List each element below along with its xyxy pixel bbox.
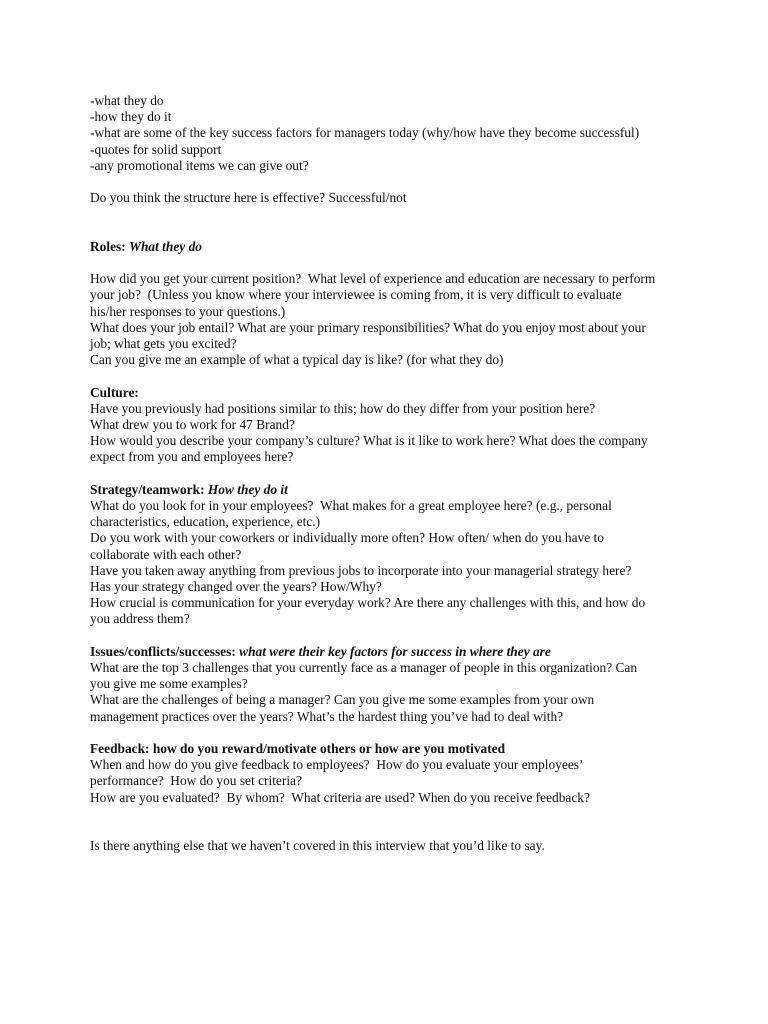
strategy-line: Do you work with your coworkers or individually more often? How often/ when do you have to bbox=[90, 530, 604, 546]
roles-line: Can you give me an example of what a typical day is like? (for what they do) bbox=[90, 352, 504, 368]
feedback-line: When and how do you give feedback to employees? How do you evaluate your employees’ bbox=[90, 757, 584, 773]
roles-line: What does your job entail? What are your primary responsibilities? What do you enjoy most about your bbox=[90, 319, 646, 335]
intro-list-item: -quotes for solid support bbox=[90, 141, 222, 157]
issues-heading-label: Issues/conflicts/successes: bbox=[90, 643, 240, 659]
culture-line: expect from you and employees here? bbox=[90, 449, 294, 465]
feedback-line: performance? How do you set criteria? bbox=[90, 773, 302, 789]
strategy-line: What do you look for in your employees? What makes for a great employee here? (e.g., personal bbox=[90, 498, 612, 513]
closing-question: Is there anything else that we haven’t covered in this interview that you’d like to say. bbox=[90, 838, 545, 854]
strategy-heading-label: Strategy/teamwork: bbox=[90, 481, 208, 497]
culture-line: What drew you to work for 47 Brand? bbox=[90, 417, 295, 432]
roles-heading-label: Roles: bbox=[90, 238, 130, 254]
intro-list-item: -what are some of the key success factors for managers today (why/how have they become successful) bbox=[90, 125, 640, 141]
issues-line: management practices over the years? What’s the hardest thing you’ve had to deal with? bbox=[90, 708, 564, 724]
culture-line: How would you describe your company’s culture? What is it like to work here? What does the company bbox=[90, 433, 648, 449]
strategy-line: you address them? bbox=[90, 611, 190, 627]
issues-line: What are the top 3 challenges that you currently face as a manager of people in this organization? Can bbox=[90, 660, 638, 676]
roles-line: job; what gets you excited? bbox=[90, 336, 237, 351]
strategy-line: Has your strategy changed over the years? How/Why? bbox=[90, 579, 382, 595]
issues-heading bbox=[90, 644, 690, 660]
intro-list-item: -what they do bbox=[90, 93, 164, 108]
issues-line: What are the challenges of being a manager? Can you give me some examples from your own bbox=[90, 692, 595, 708]
strategy-line: characteristics, education, experience, etc.) bbox=[90, 514, 321, 530]
culture-heading bbox=[90, 385, 690, 401]
roles-line: How did you get your current position? What level of experience and education are necessary to perform bbox=[90, 271, 656, 287]
roles-line: his/her responses to your questions.) bbox=[90, 303, 286, 319]
culture-heading-label: Culture: bbox=[90, 384, 139, 400]
strategy-heading bbox=[90, 482, 690, 498]
feedback-heading bbox=[90, 741, 690, 757]
roles-heading-subtitle: What they do bbox=[129, 238, 202, 254]
culture-line: Have you previously had positions similar to this; how do they differ from your position here? bbox=[90, 400, 596, 416]
strategy-line: collaborate with each other? bbox=[90, 546, 242, 562]
issues-line: you give me some examples? bbox=[90, 676, 248, 692]
strategy-heading-subtitle: How they do it bbox=[207, 481, 288, 497]
intro-question: Do you think the structure here is effective? Successful/not bbox=[90, 190, 407, 206]
strategy-line: Have you taken away anything from previous jobs to incorporate into your managerial strategy here? bbox=[90, 562, 632, 578]
issues-heading-subtitle: what were their key factors for success in where they are bbox=[239, 643, 551, 659]
roles-heading bbox=[90, 239, 690, 255]
intro-list-item: -any promotional items we can give out? bbox=[90, 157, 309, 173]
feedback-line: How are you evaluated? By whom? What criteria are used? When do you receive feedback? bbox=[90, 789, 590, 805]
strategy-line: How crucial is communication for your everyday work? Are there any challenges with this, and how do bbox=[90, 595, 646, 611]
intro-list-item: -how they do it bbox=[90, 109, 172, 125]
roles-line: your job? (Unless you know where your interviewee is coming from, it is very difficult to evaluate bbox=[90, 287, 622, 303]
feedback-heading-label: Feedback: how do you reward/motivate others or how are you motivated bbox=[90, 741, 506, 757]
document-page bbox=[90, 93, 690, 854]
